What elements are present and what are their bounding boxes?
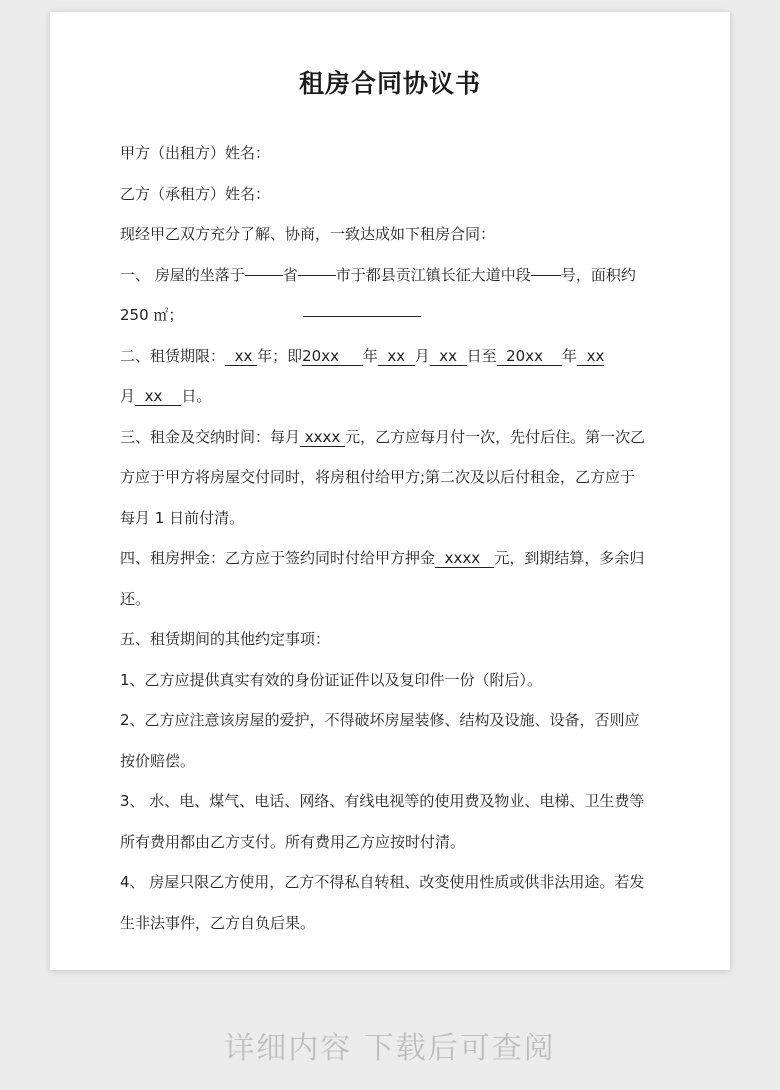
section-2-line-2: 月 xx 日。 — [120, 387, 212, 405]
document-page — [50, 12, 730, 970]
section-3-line-3: 每月 1 日前付清。 — [120, 508, 245, 527]
download-hint: 详细内容 下载后可查阅 — [224, 1031, 556, 1066]
area-value: 250 ㎡； — [120, 306, 184, 324]
section-4-line-2: 还。 — [120, 589, 151, 608]
deposit-field: xxxx — [435, 549, 494, 568]
blank-city — [298, 274, 336, 276]
start-year-field: 20xx — [302, 347, 363, 366]
number-label: 号，面积约 — [560, 265, 636, 284]
list-item: 3、 水、电、煤气、电话、网络、有线电视等的使用费及物业、电梯、卫生费等 — [120, 792, 645, 810]
list-item: 2、乙方应注意该房屋的爱护，不得破坏房屋装修、结构及设施、设备，否则应 — [120, 711, 640, 729]
section-1-line-2 — [120, 295, 680, 336]
section-1-prefix: 一、 房屋的坐落于 — [120, 265, 245, 284]
end-day-field: xx — [135, 387, 181, 406]
section-3-prefix: 三、租金及交纳时间：每月 — [120, 427, 301, 446]
blank-number — [531, 274, 561, 276]
lease-years-field: xx — [225, 347, 257, 366]
blank-area-note — [303, 315, 421, 317]
document-title: 租房合同协议书 — [298, 69, 481, 98]
province-label: 省 — [282, 265, 298, 284]
blank-province — [245, 274, 283, 276]
party-b-line: 乙方（承租方）姓名： — [120, 184, 271, 203]
intro-line: 现经甲乙双方充分了解、协商，一致达成如下租房合同： — [120, 225, 496, 243]
section-4-prefix: 四、租房押金：乙方应于签约同时付给甲方押金 — [120, 549, 436, 567]
start-day-field: xx — [430, 347, 467, 366]
party-a-line: 甲方（出租方）姓名： — [120, 144, 271, 162]
section-2-prefix: 二、租赁期限： — [120, 346, 226, 365]
section-5-heading: 五、租赁期间的其他约定事项： — [120, 630, 331, 648]
section-3-line-2: 方应于甲方将房屋交付同时，将房租付给甲方;第二次及以后付租金，乙方应于 — [120, 468, 636, 486]
end-year-field: 20xx — [497, 347, 562, 366]
list-item: 按价赔偿。 — [120, 751, 196, 770]
list-item: 1、乙方应提供真实有效的身份证证件以及复印件一份（附后）。 — [120, 670, 543, 689]
section-1-line-1 — [120, 255, 680, 296]
section-3-line-1: 三、租金及交纳时间：每月 xxxx 元，乙方应每月付一次，先付后住。第一次乙 — [120, 427, 646, 446]
contract-body — [120, 133, 680, 943]
section-2-line-1: 二、租赁期限： xx 年；即20xx 年 xx 月 xx 日至 20xx 年 xx — [120, 346, 605, 365]
city-label: 市于都县贡江镇长征大道中段 — [335, 265, 531, 284]
start-month-field: xx — [378, 347, 415, 366]
list-item: 所有费用都由乙方支付。所有费用乙方应按时付清。 — [120, 832, 466, 851]
rent-field: xxxx — [300, 428, 345, 447]
list-item: 生非法事件，乙方自负后果。 — [120, 913, 316, 932]
end-month-field: xx — [577, 347, 604, 366]
list-item: 4、 房屋只限乙方使用，乙方不得私自转租、改变使用性质或供非法用途。若发 — [120, 873, 645, 891]
section-4-line-1: 四、租房押金：乙方应于签约同时付给甲方押金 xxxx 元，到期结算，多余归 — [120, 549, 645, 567]
